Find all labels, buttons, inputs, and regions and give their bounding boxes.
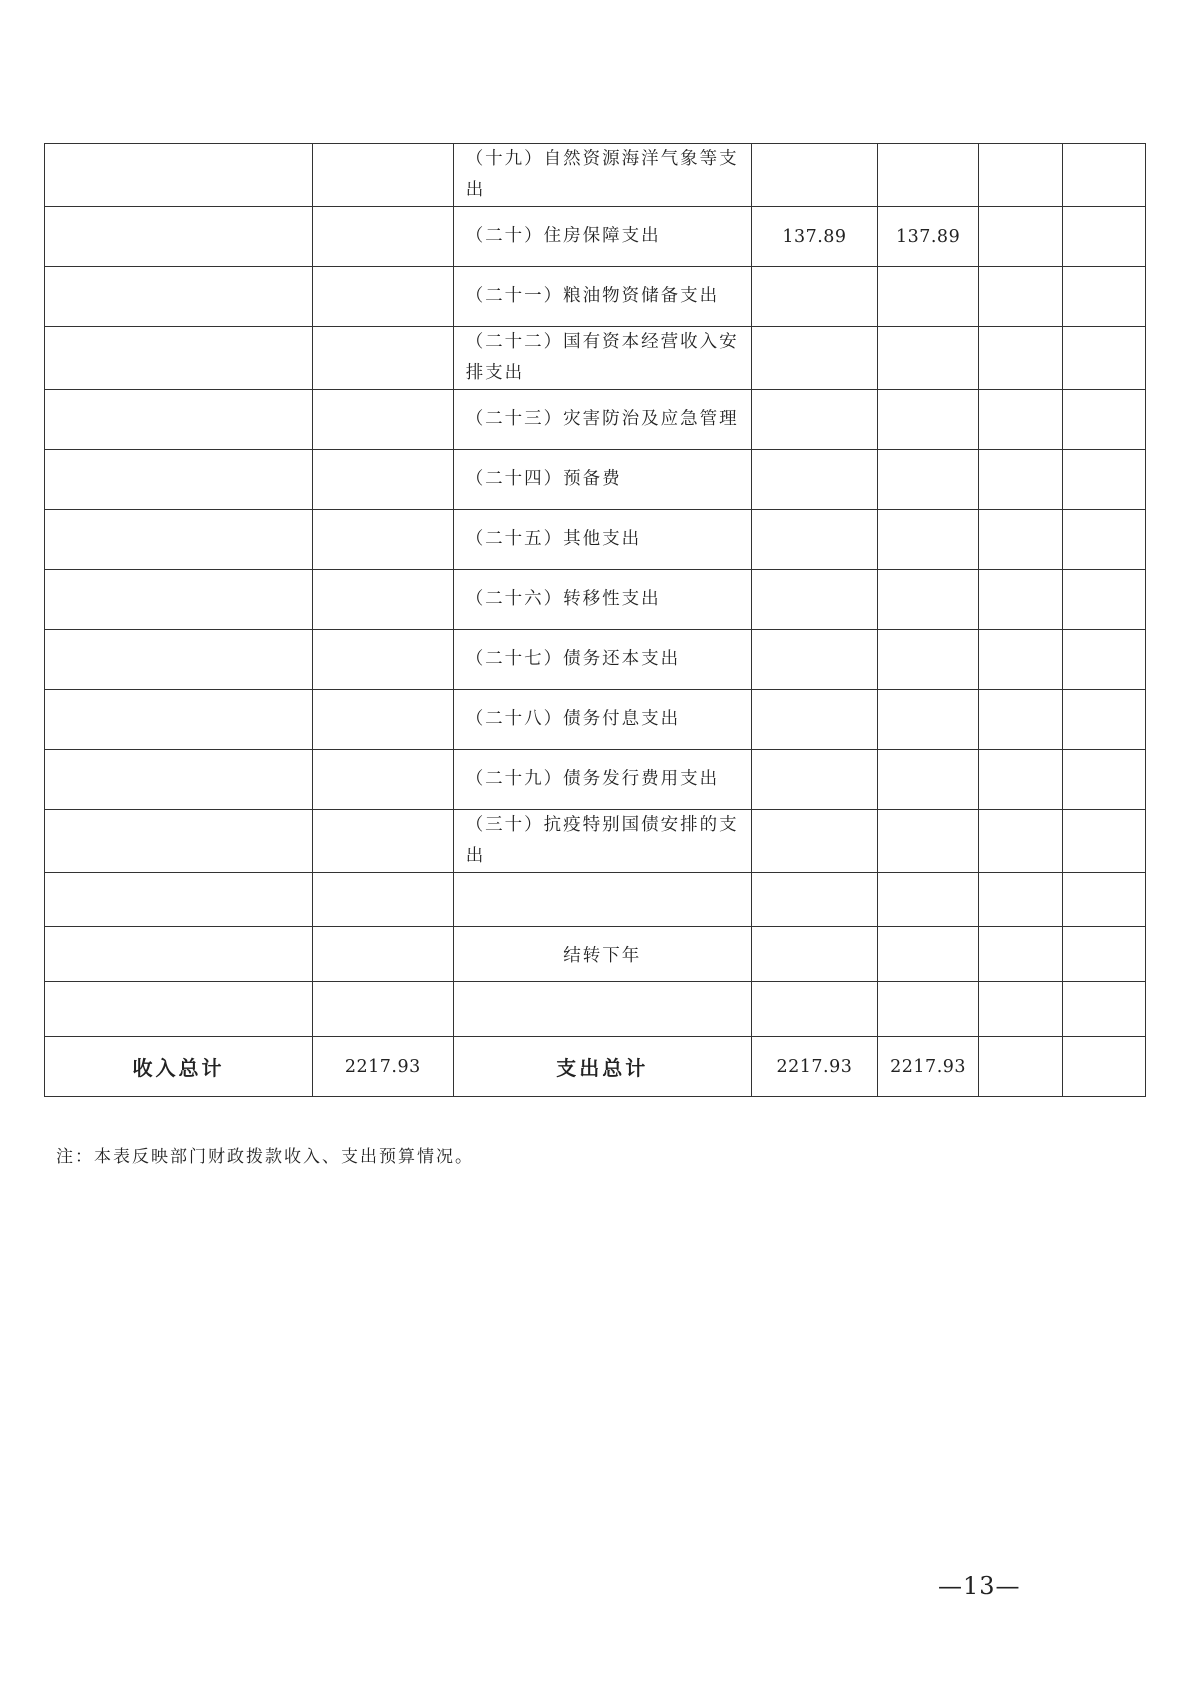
expense-fund-cell (979, 510, 1062, 570)
empty-cell (312, 982, 453, 1037)
empty-cell (312, 873, 453, 927)
expense-other-cell (1062, 810, 1145, 873)
expense-total-value: 2217.93 (751, 1037, 877, 1097)
table-row-empty (45, 873, 1146, 927)
income-item-cell (45, 750, 313, 810)
expense-total-cell (751, 810, 877, 873)
income-item-cell (45, 327, 313, 390)
expense-total-cell (751, 144, 877, 207)
table-row-carryover (45, 927, 1146, 982)
income-total-label: 收入总计 (45, 1037, 313, 1097)
expense-other-cell (1062, 450, 1145, 510)
income-amount-cell (312, 510, 453, 570)
empty-cell (878, 982, 979, 1037)
expense-general-total-value: 2217.93 (878, 1037, 979, 1097)
income-item-cell (45, 267, 313, 327)
expense-item-cell: （二十二）国有资本经营收入安排支出 (453, 327, 751, 390)
expense-total-label: 支出总计 (453, 1037, 751, 1097)
expense-other-cell (1062, 630, 1145, 690)
income-item-cell (45, 810, 313, 873)
empty-cell (878, 927, 979, 982)
income-amount-cell (312, 630, 453, 690)
table-row (45, 450, 1146, 510)
expense-item-cell: （二十七）债务还本支出 (453, 630, 751, 690)
expense-general-cell (878, 630, 979, 690)
expense-fund-cell (979, 450, 1062, 510)
expense-item-cell: （三十）抗疫特别国债安排的支出 (453, 810, 751, 873)
expense-fund-cell (979, 810, 1062, 873)
expense-item-cell: （二十）住房保障支出 (453, 207, 751, 267)
expense-general-cell (878, 267, 979, 327)
table-row (45, 327, 1146, 390)
empty-cell (45, 873, 313, 927)
expense-other-cell (1062, 750, 1145, 810)
income-item-cell (45, 207, 313, 267)
empty-cell (979, 982, 1062, 1037)
empty-cell (751, 873, 877, 927)
empty-cell (751, 982, 877, 1037)
expense-general-cell (878, 570, 979, 630)
expense-total-cell (751, 450, 877, 510)
expense-general-cell (878, 450, 979, 510)
expense-other-cell (1062, 510, 1145, 570)
expense-other-cell (1062, 327, 1145, 390)
expense-fund-cell (979, 690, 1062, 750)
empty-cell (1062, 873, 1145, 927)
empty-cell (1062, 1037, 1145, 1097)
expense-other-cell (1062, 207, 1145, 267)
expense-other-cell (1062, 144, 1145, 207)
income-amount-cell (312, 450, 453, 510)
expense-total-cell (751, 510, 877, 570)
page-number: —13— (938, 1572, 1021, 1600)
income-amount-cell (312, 570, 453, 630)
expense-total-cell: 137.89 (751, 207, 877, 267)
budget-table (44, 143, 1146, 1097)
income-amount-cell (312, 750, 453, 810)
income-amount-cell (312, 207, 453, 267)
income-item-cell (45, 570, 313, 630)
expense-fund-cell (979, 267, 1062, 327)
expense-item-cell: （二十八）债务付息支出 (453, 690, 751, 750)
income-amount-cell (312, 144, 453, 207)
expense-general-cell (878, 144, 979, 207)
empty-cell (453, 873, 751, 927)
expense-item-cell: （二十五）其他支出 (453, 510, 751, 570)
income-item-cell (45, 510, 313, 570)
expense-total-cell (751, 267, 877, 327)
expense-general-cell: 137.89 (878, 207, 979, 267)
income-total-value: 2217.93 (312, 1037, 453, 1097)
expense-fund-cell (979, 750, 1062, 810)
expense-fund-cell (979, 570, 1062, 630)
expense-general-cell (878, 750, 979, 810)
expense-fund-cell (979, 630, 1062, 690)
table-row (45, 690, 1146, 750)
expense-total-cell (751, 630, 877, 690)
expense-item-cell: （十九）自然资源海洋气象等支出 (453, 144, 751, 207)
expense-total-cell (751, 690, 877, 750)
expense-item-cell: （二十九）债务发行费用支出 (453, 750, 751, 810)
income-amount-cell (312, 327, 453, 390)
income-amount-cell (312, 810, 453, 873)
expense-general-cell (878, 327, 979, 390)
table-note: 注：本表反映部门财政拨款收入、支出预算情况。 (56, 1147, 474, 1167)
expense-fund-cell (979, 327, 1062, 390)
income-amount-cell (312, 390, 453, 450)
expense-other-cell (1062, 390, 1145, 450)
expense-general-cell (878, 690, 979, 750)
table-row (45, 630, 1146, 690)
empty-cell (878, 873, 979, 927)
empty-cell (45, 982, 313, 1037)
empty-cell (45, 927, 313, 982)
table-row (45, 810, 1146, 873)
expense-other-cell (1062, 690, 1145, 750)
expense-total-cell (751, 750, 877, 810)
income-item-cell (45, 450, 313, 510)
empty-cell (751, 927, 877, 982)
income-amount-cell (312, 267, 453, 327)
empty-cell (979, 873, 1062, 927)
totals-row (45, 1037, 1146, 1097)
expense-other-cell (1062, 570, 1145, 630)
empty-cell (979, 1037, 1062, 1097)
empty-cell (979, 927, 1062, 982)
expense-total-cell (751, 327, 877, 390)
empty-cell (453, 982, 751, 1037)
income-item-cell (45, 690, 313, 750)
table-row (45, 570, 1146, 630)
expense-fund-cell (979, 207, 1062, 267)
empty-cell (312, 927, 453, 982)
table-row (45, 267, 1146, 327)
expense-other-cell (1062, 267, 1145, 327)
expense-fund-cell (979, 144, 1062, 207)
empty-cell (1062, 982, 1145, 1037)
table-row (45, 510, 1146, 570)
expense-general-cell (878, 390, 979, 450)
empty-cell (1062, 927, 1145, 982)
expense-general-cell (878, 510, 979, 570)
carryover-label: 结转下年 (453, 927, 751, 982)
table-row (45, 750, 1146, 810)
table-row-empty (45, 982, 1146, 1037)
table-row (45, 144, 1146, 207)
expense-item-cell: （二十三）灾害防治及应急管理 (453, 390, 751, 450)
expense-total-cell (751, 390, 877, 450)
table-row (45, 207, 1146, 267)
income-item-cell (45, 630, 313, 690)
expense-fund-cell (979, 390, 1062, 450)
expense-item-cell: （二十一）粮油物资储备支出 (453, 267, 751, 327)
income-amount-cell (312, 690, 453, 750)
income-item-cell (45, 390, 313, 450)
expense-total-cell (751, 570, 877, 630)
income-item-cell (45, 144, 313, 207)
expense-item-cell: （二十六）转移性支出 (453, 570, 751, 630)
expense-item-cell: （二十四）预备费 (453, 450, 751, 510)
expense-general-cell (878, 810, 979, 873)
table-row (45, 390, 1146, 450)
